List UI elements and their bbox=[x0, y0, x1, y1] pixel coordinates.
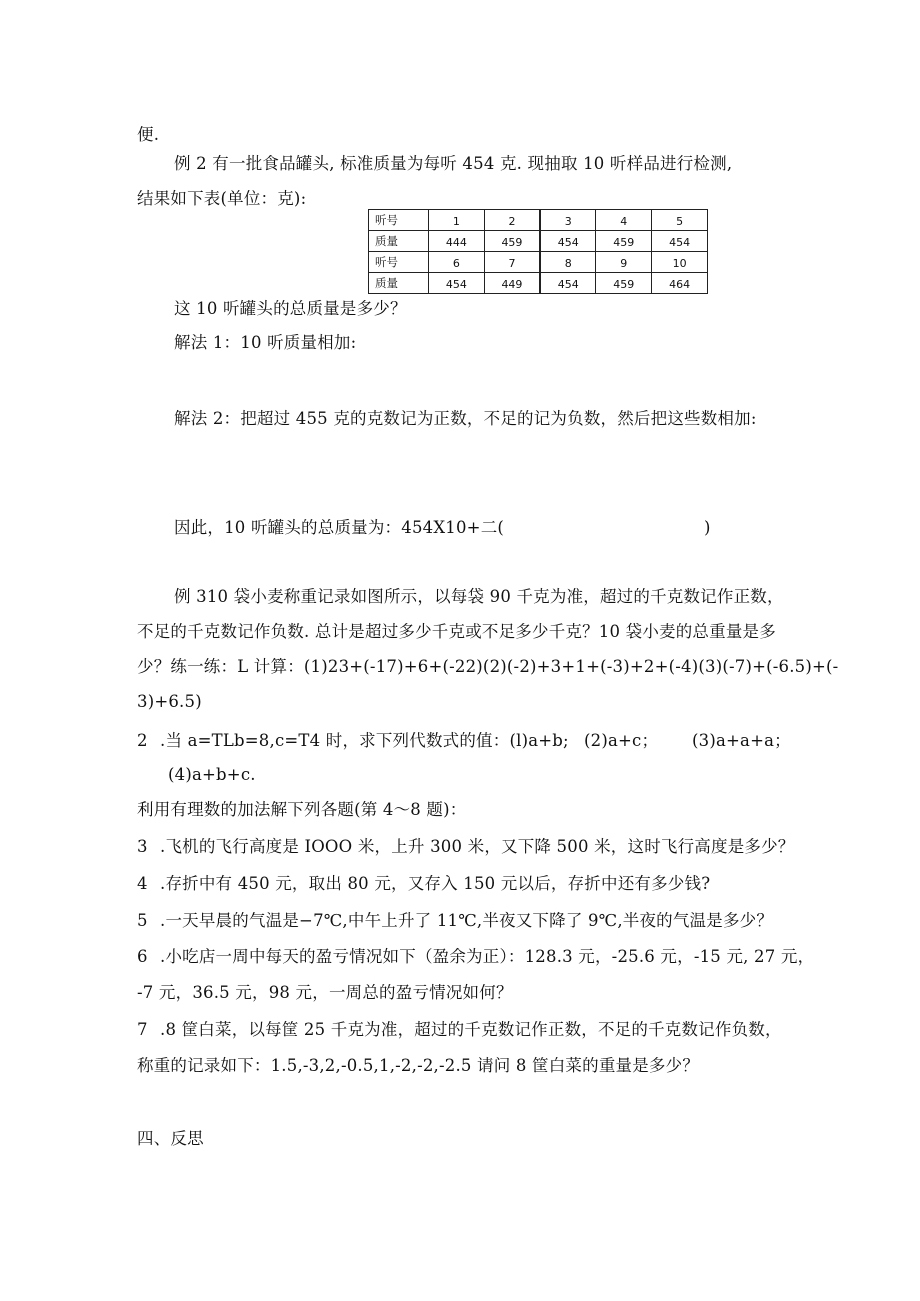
question-5-number: 5 bbox=[137, 911, 148, 930]
table-row bbox=[369, 252, 708, 273]
table-cell: 464 bbox=[652, 273, 708, 294]
therefore-close-paren: ) bbox=[704, 518, 711, 537]
table-cell: 454 bbox=[652, 231, 708, 252]
table-cell: 459 bbox=[596, 273, 652, 294]
example-3-line-2: 不足的千克数记作负数. 总计是超过多少千克或不足多少千克？10 袋小麦的总重量是多 bbox=[137, 622, 776, 641]
table-cell: 454 bbox=[540, 273, 596, 294]
therefore-line: 因此，10 听罐头的总质量为：454X10+二( bbox=[174, 518, 505, 537]
table-cell: 9 bbox=[596, 252, 652, 273]
question-5-text: .一天早晨的气温是−7℃,中午上升了 11℃,半夜又下降了 9℃,半夜的气温是多少？ bbox=[160, 911, 774, 930]
table-cell: 7 bbox=[484, 252, 540, 273]
section-heading-reflection: 四、反思 bbox=[137, 1129, 204, 1148]
question-7-text: .8 筐白菜，以每筐 25 千克为准，超过的千克数记作正数，不足的千克数记作负数， bbox=[160, 1020, 782, 1039]
table-cell: 459 bbox=[484, 231, 540, 252]
method-1-line: 解法 1：10 听质量相加: bbox=[174, 333, 357, 352]
table-row bbox=[369, 231, 708, 252]
method-2-line: 解法 2：把超过 455 克的克数记为正数，不足的记为负数，然后把这些数相加: bbox=[174, 409, 757, 428]
example-3-line-3: 少？练一练：L 计算：(1)23+(-17)+6+(-22)(2)(-2)+3+1+(-3)+2+(-4)(3)(-7)+(-6.5)+(- bbox=[137, 657, 839, 676]
table-row-label: 听号 bbox=[369, 252, 429, 273]
table-cell: 4 bbox=[596, 210, 652, 231]
question-6-text: .小吃店一周中每天的盈亏情况如下（盈余为正）：128.3 元，-25.6 元，-15 元, 27 元， bbox=[160, 947, 815, 966]
question-2-part-3: (3)a+a+a； bbox=[692, 731, 791, 750]
example-2-line-1: 例 2 有一批食品罐头, 标准质量为每听 454 克. 现抽取 10 听样品进行检测, bbox=[174, 154, 733, 173]
table-row-label: 听号 bbox=[369, 210, 429, 231]
table-cell: 454 bbox=[540, 231, 596, 252]
question-3-number: 3 bbox=[137, 837, 148, 856]
question-7-number: 7 bbox=[137, 1020, 148, 1039]
text-line-bian: 便. bbox=[137, 125, 160, 144]
question-7-line-2: 称重的记录如下：1.5,-3,2,-0.5,1,-2,-2,-2.5 请问 8 筐白菜的重量是多少？ bbox=[137, 1056, 700, 1075]
table-cell: 2 bbox=[484, 210, 540, 231]
question-total-mass: 这 10 听罐头的总质量是多少？ bbox=[174, 299, 407, 318]
question-2-text: .当 a=TLb=8,c=T4 时，求下列代数式的值：(l)a+b; bbox=[160, 731, 569, 750]
table-row-label: 质量 bbox=[369, 231, 429, 252]
question-2-number: 2 bbox=[137, 731, 148, 750]
table-cell: 459 bbox=[596, 231, 652, 252]
table-cell: 454 bbox=[429, 273, 485, 294]
table-cell: 444 bbox=[429, 231, 485, 252]
table-row bbox=[369, 273, 708, 294]
instruction-line: 利用有理数的加法解下列各题(第 4～8 题)： bbox=[137, 800, 467, 819]
table-cell: 8 bbox=[540, 252, 596, 273]
table-row bbox=[369, 210, 708, 231]
question-6-line-2: -7 元，36.5 元，98 元，一周总的盈亏情况如何？ bbox=[137, 983, 513, 1002]
table-cell: 10 bbox=[652, 252, 708, 273]
table-cell: 5 bbox=[652, 210, 708, 231]
table-cell: 3 bbox=[540, 210, 596, 231]
example-3-line-4: 3)+6.5) bbox=[137, 692, 202, 711]
question-2-part-2: (2)a+c； bbox=[584, 731, 659, 750]
example-3-line-1: 例 310 袋小麦称重记录如图所示，以每袋 90 千克为准，超过的千克数记作正数， bbox=[174, 587, 784, 606]
question-4-text: .存折中有 450 元，取出 80 元，又存入 150 元以后，存折中还有多少钱? bbox=[160, 874, 711, 893]
table-cell: 6 bbox=[429, 252, 485, 273]
question-2-part-4: (4)a+b+c. bbox=[168, 765, 256, 784]
question-3-text: .飞机的飞行高度是 IOOO 米，上升 300 米，又下降 500 米，这时飞行高度是多少？ bbox=[160, 837, 795, 856]
question-6-number: 6 bbox=[137, 947, 148, 966]
example-2-line-2: 结果如下表(单位：克): bbox=[137, 189, 307, 208]
table-cell: 449 bbox=[484, 273, 540, 294]
table-row-label: 质量 bbox=[369, 273, 429, 294]
table-cell: 1 bbox=[429, 210, 485, 231]
question-4-number: 4 bbox=[137, 874, 148, 893]
sample-mass-table bbox=[368, 209, 708, 294]
